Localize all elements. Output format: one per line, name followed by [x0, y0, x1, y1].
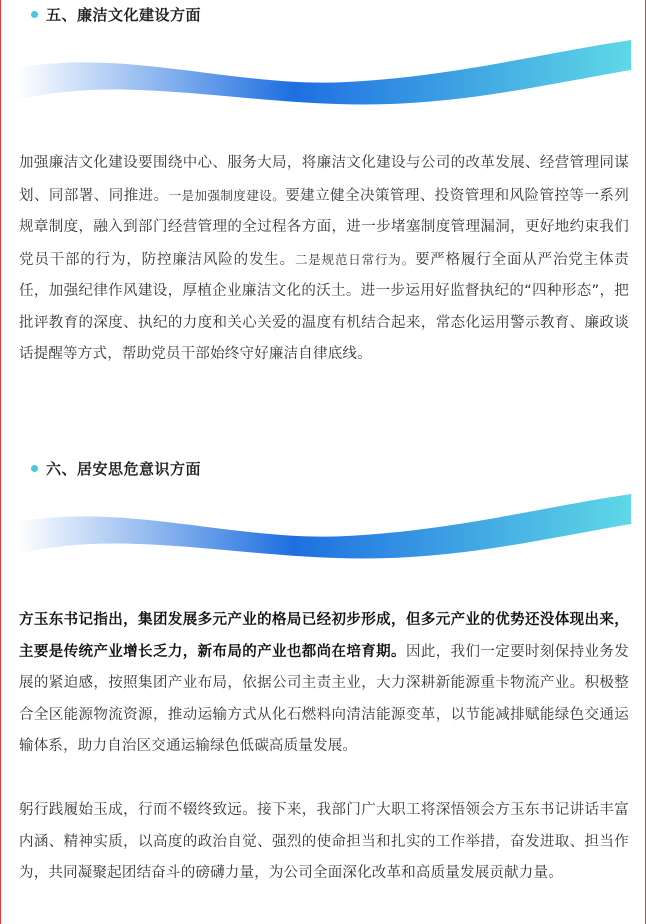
section-6-heading	[31, 458, 201, 479]
point-one-label: 一是加强制度建设。	[168, 187, 286, 203]
point-two-label: 二是规范日常行为。	[294, 251, 415, 267]
wave-banner-2	[17, 484, 631, 560]
section-5-title: 五、廉洁文化建设方面	[46, 6, 202, 24]
bullet-dot-icon	[31, 11, 38, 18]
text-run: 加强廉洁文化建设要围绕中心、服务大局，将廉洁文化建设与公司的改革发展、经营管理同谋划、同部署、同推进。	[19, 155, 629, 204]
bold-lead-text: 方玉东书记指出，集团发展多元产业的格局已经初步形成，但多元产业的优势还没体现出来，主要是传统产业增长乏力，新布局的产业也都尚在培育期。	[19, 612, 629, 660]
section-5-paragraph	[19, 148, 629, 371]
wave-banner-1	[17, 30, 631, 106]
section-6-paragraph-1	[19, 605, 629, 763]
section-6-title: 六、居安思危意识方面	[46, 460, 202, 478]
section-6-paragraph-2: 躬行践履始玉成，行而不辍终致远。接下来，我部门广大职工将深悟领会方玉东书记讲话丰富内涵、精神实质，以高度的政治自觉、强烈的使命担当和扎实的工作举措，奋发进取、担当作为，共同凝聚起团结奋斗的磅礴力量，为公司全面深化改革和高质量发展贡献力量。	[19, 802, 629, 881]
text-run: 要严格履行全面从严治党主体责任，加强纪律作风建设，厚植企业廉洁文化的沃土。进一步运用好监督执纪的“四种形态”，把批评教育的深度、执纪的力度和关心关爱的温度有机结合起来，常态化运用警示教育、廉政谈话提醒等方式，帮助党员干部始终守好廉洁自律底线。	[19, 251, 629, 362]
text-run: 要建立健全决策管理、投资管理和风险管控等一系列规章制度，融入到部门经营管理的全过程各方面，进一步堵塞制度管理漏洞，更好地约束我们党员干部的行为，防控廉洁风险的发生。	[19, 187, 629, 268]
text-run: 因此，我们一定要时刻保持业务发展的紧迫感，按照集团产业布局，依据公司主责主业，大力深耕新能源重卡物流产业。积极整合全区能源物流资源，推动运输方式从化石燃料向清洁能源变革，以节能减排赋能绿色交通运输体系，助力自治区交通运输绿色低碳高质量发展。	[19, 643, 630, 754]
section-5-heading	[31, 4, 201, 25]
bullet-dot-icon	[31, 465, 38, 472]
